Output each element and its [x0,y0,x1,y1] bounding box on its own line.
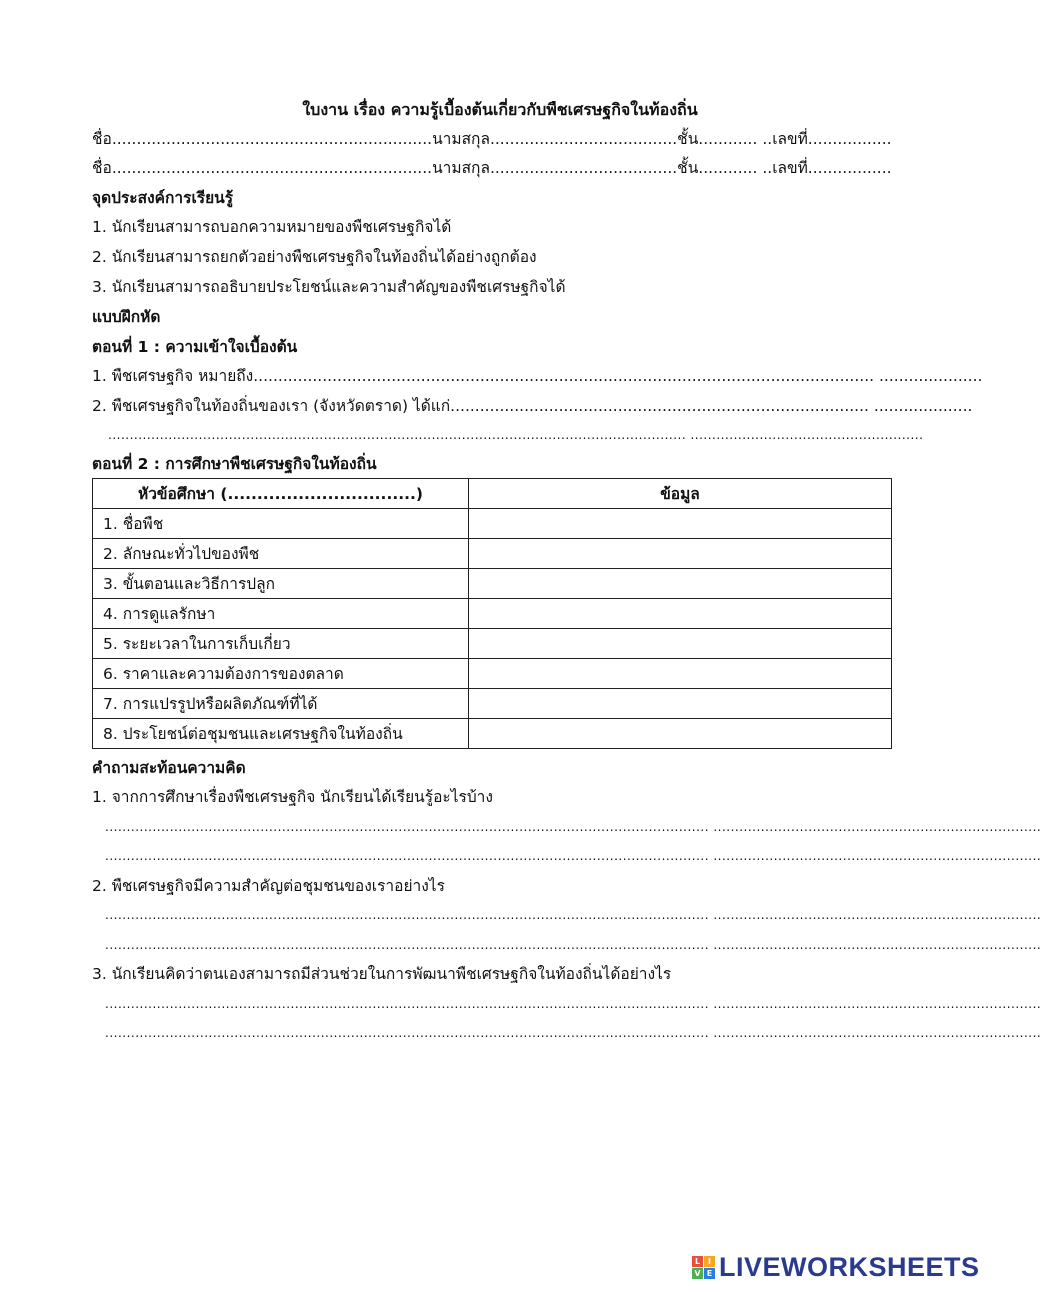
table-row [93,539,892,569]
part1-question-1[interactable]: 1. พืชเศรษฐกิจ หมายถึง.............................................................................................................................. ..................... [92,367,983,385]
logo-mark-letter: I [704,1256,715,1267]
row-info-cell[interactable] [469,629,892,659]
column-header-info: ข้อมูล [469,479,892,509]
objectives-heading: จุดประสงค์การเรียนรู้ [92,189,234,207]
row-info-cell[interactable] [469,539,892,569]
part1-answer-line[interactable]: ...................................................................................................................................... ...................................................... [108,428,924,442]
objective-item: 1. นักเรียนสามารถบอกความหมายของพืชเศรษฐกิจได้ [92,218,452,236]
part2-heading: ตอนที่ 2 : การศึกษาพืชเศรษฐกิจในท้องถิ่น [92,455,377,473]
table-row [93,659,892,689]
part1-question-2[interactable]: 2. พืชเศรษฐกิจในท้องถิ่นของเรา (จังหวัดตราด) ได้แก่..................................................................................... .................... [92,397,973,415]
answer-line[interactable]: ............................................................................................................................................ ............................................................................ [105,849,1041,863]
table-row [93,719,892,749]
logo-mark-icon [692,1256,715,1279]
reflection-question-2: 2. พืชเศรษฐกิจมีความสำคัญต่อชุมชนของเราอย่างไร [92,877,445,895]
row-topic: 7. การแปรรูปหรือผลิตภัณฑ์ที่ได้ [93,689,469,719]
reflection-question-1: 1. จากการศึกษาเรื่องพืชเศรษฐกิจ นักเรียนได้เรียนรู้อะไรบ้าง [92,788,493,806]
row-info-cell[interactable] [469,569,892,599]
answer-line[interactable]: ............................................................................................................................................ ............................................................................ [105,997,1041,1011]
logo-mark-letter: E [704,1268,715,1279]
name-row-1[interactable]: ชื่อ.................................................................นามสกุล......................................ชั้น............ ..เลขที่................. [92,130,892,148]
column-header-topic: หัวข้อศึกษา (................................) [93,479,469,509]
row-topic: 6. ราคาและความต้องการของตลาด [93,659,469,689]
worksheet-title: ใบงาน เรื่อง ความรู้เบื้องต้นเกี่ยวกับพืชเศรษฐกิจในท้องถิ่น [302,100,698,119]
answer-line[interactable]: ............................................................................................................................................ ............................................................................ [105,908,1041,922]
liveworksheets-logo[interactable] [692,1252,980,1283]
row-topic: 1. ชื่อพืช [93,509,469,539]
part1-heading: ตอนที่ 1 : ความเข้าใจเบื้องต้น [92,338,298,356]
row-topic: 8. ประโยชน์ต่อชุมชนและเศรษฐกิจในท้องถิ่น [93,719,469,749]
table-row [93,509,892,539]
objective-item: 3. นักเรียนสามารถอธิบายประโยชน์และความสำคัญของพืชเศรษฐกิจได้ [92,278,566,296]
answer-line[interactable]: ............................................................................................................................................ ............................................................................ [105,938,1041,952]
logo-mark-letter: L [692,1256,703,1267]
row-topic: 4. การดูแลรักษา [93,599,469,629]
study-table [92,478,892,749]
objective-item: 2. นักเรียนสามารถยกตัวอย่างพืชเศรษฐกิจในท้องถิ่นได้อย่างถูกต้อง [92,248,537,266]
row-info-cell[interactable] [469,659,892,689]
exercise-heading: แบบฝึกหัด [92,308,161,326]
table-row [93,599,892,629]
logo-mark-letter: V [692,1268,703,1279]
row-topic: 5. ระยะเวลาในการเก็บเกี่ยว [93,629,469,659]
row-topic: 3. ขั้นตอนและวิธีการปลูก [93,569,469,599]
reflection-question-3: 3. นักเรียนคิดว่าตนเองสามารถมีส่วนช่วยในการพัฒนาพืชเศรษฐกิจในท้องถิ่นได้อย่างไร [92,965,672,983]
row-info-cell[interactable] [469,689,892,719]
row-info-cell[interactable] [469,509,892,539]
answer-line[interactable]: ............................................................................................................................................ ............................................................................ [105,820,1041,834]
answer-line[interactable]: ............................................................................................................................................ ............................................................................ [105,1026,1041,1040]
name-row-2[interactable]: ชื่อ.................................................................นามสกุล......................................ชั้น............ ..เลขที่................. [92,159,892,177]
logo-text: LIVEWORKSHEETS [719,1252,980,1282]
reflection-heading: คำถามสะท้อนความคิด [92,759,246,777]
row-info-cell[interactable] [469,719,892,749]
table-row [93,629,892,659]
row-info-cell[interactable] [469,599,892,629]
table-row [93,569,892,599]
row-topic: 2. ลักษณะทั่วไปของพืช [93,539,469,569]
table-header-row [93,479,892,509]
table-row [93,689,892,719]
